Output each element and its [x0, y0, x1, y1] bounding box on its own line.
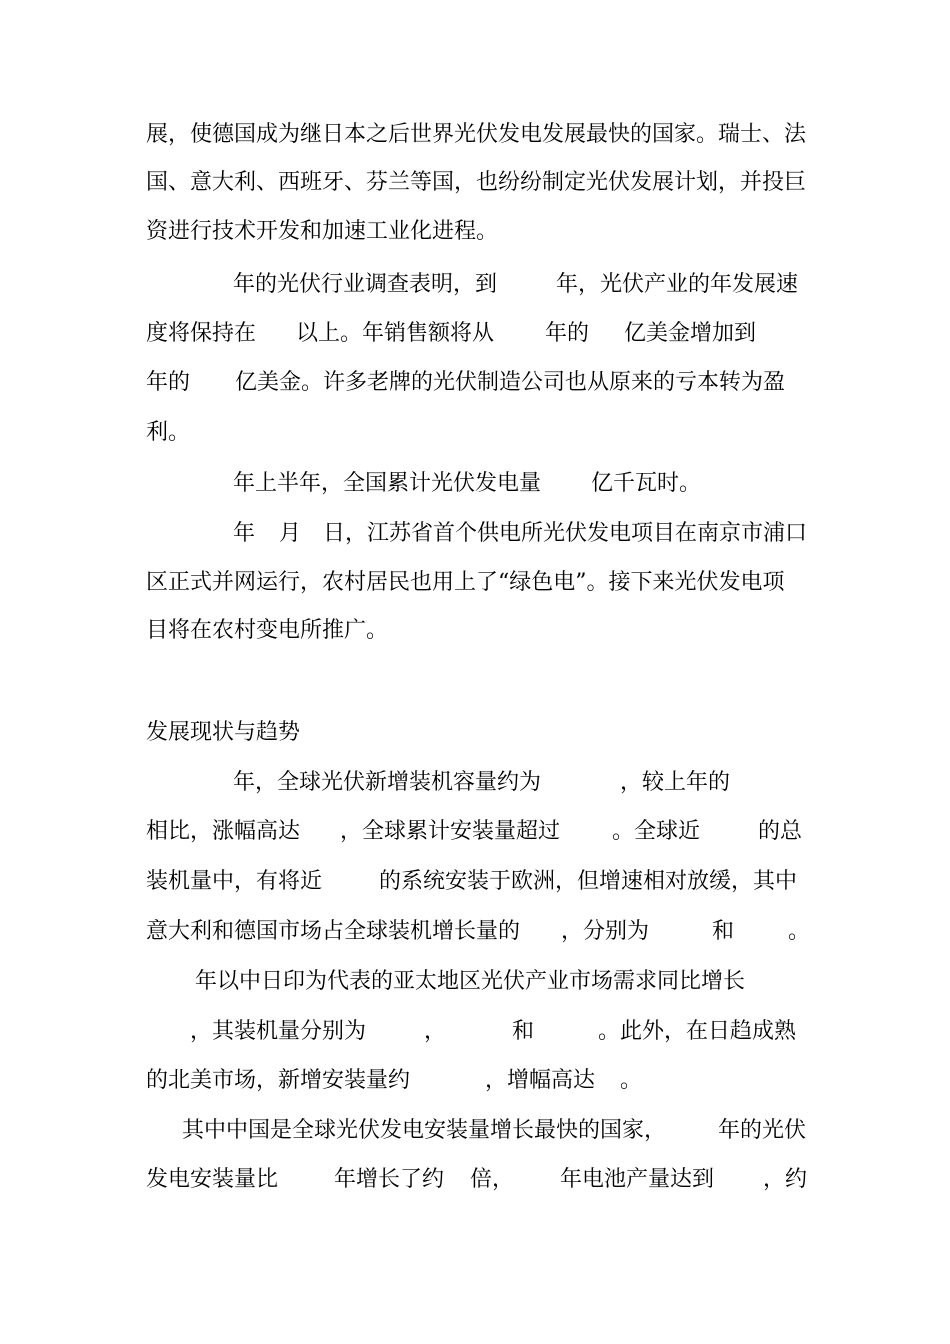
text-segment: 。此外，在日趋成熟: [598, 1019, 797, 1044]
text-line: [0, 763, 950, 803]
text-segment: 。: [620, 1068, 643, 1093]
text-segment: 年以中日印为代表的亚太地区光伏产业市场需求同比增长: [195, 969, 746, 994]
text-line: [0, 962, 950, 1002]
text-segment: 装机量中，有将近: [146, 869, 323, 894]
text-segment: 和: [712, 919, 735, 944]
text-line: [0, 115, 950, 155]
text-segment: ，分别为: [561, 919, 650, 944]
text-segment: 亿美金。许多老牌的光伏制造公司也从原来的亏本转为盈: [235, 370, 786, 395]
text-segment: 亿美金增加到: [624, 321, 757, 346]
text-segment: ，约: [763, 1167, 808, 1192]
text-line: [0, 413, 950, 453]
text-line: [0, 363, 950, 403]
text-line: [0, 812, 950, 852]
text-line: [0, 314, 950, 354]
text-segment: 倍，: [470, 1167, 515, 1192]
text-segment: 展，使德国成为继日本之后世界光伏发电发展最快的国家。瑞士、法: [146, 122, 807, 147]
text-segment: 区正式并网运行，农村居民也用上了“绿色电”。接下来光伏发电项: [146, 570, 785, 595]
text-segment: ，: [424, 1019, 447, 1044]
text-segment: 年的光伏: [718, 1118, 807, 1143]
text-segment: 。: [788, 919, 811, 944]
text-line: [0, 611, 950, 651]
section-heading: [0, 713, 950, 753]
text-segment: 和: [512, 1019, 535, 1044]
text-segment: 年电池产量达到: [560, 1167, 715, 1192]
text-segment: 月: [279, 521, 302, 546]
text-line: [0, 1160, 950, 1200]
text-segment: 年，全球光伏新增装机容量约为: [233, 770, 542, 795]
text-line: [0, 1111, 950, 1151]
text-line: [0, 563, 950, 603]
text-segment: 。全球近: [612, 819, 701, 844]
text-line: [0, 212, 950, 252]
text-segment: ，增幅高达: [485, 1068, 596, 1093]
text-segment: 资进行技术开发和加速工业化进程。: [146, 219, 499, 244]
text-segment: ，较上年的: [620, 770, 731, 795]
text-segment: 相比，涨幅高达: [146, 819, 301, 844]
text-segment: ，其装机量分别为: [190, 1019, 367, 1044]
text-segment: 目将在农村变电所推广。: [146, 618, 389, 643]
text-segment: 年的: [146, 370, 191, 395]
text-segment: 其中中国是全球光伏发电安装量增长最快的国家，: [182, 1118, 667, 1143]
heading-text: 发展现状与趋势: [146, 720, 301, 745]
text-segment: 的北美市场，新增安装量约: [146, 1068, 411, 1093]
text-segment: 年的: [545, 321, 590, 346]
text-segment: 年: [233, 521, 256, 546]
text-segment: 的总: [758, 819, 803, 844]
text-segment: 年的光伏行业调查表明，到: [233, 272, 498, 297]
text-segment: 国、意大利、西班牙、芬兰等国，也纷纷制定光伏发展计划，并投巨: [146, 170, 807, 195]
text-segment: 的系统安装于欧洲，但增速相对放缓，其中: [379, 869, 798, 894]
text-segment: 年，光伏产业的年发展速: [556, 272, 799, 297]
text-line: [0, 1061, 950, 1101]
text-line: [0, 163, 950, 203]
text-line: [0, 265, 950, 305]
text-segment: 度将保持在: [146, 321, 257, 346]
text-segment: 年增长了约: [334, 1167, 445, 1192]
text-segment: 年上半年，全国累计光伏发电量: [233, 471, 542, 496]
text-segment: 亿千瓦时。: [591, 471, 702, 496]
text-segment: ，全球累计安装量超过: [340, 819, 561, 844]
text-segment: 发电安装量比: [146, 1167, 279, 1192]
text-line: [0, 912, 950, 952]
text-segment: 日，江苏省首个供电所光伏发电项目在南京市浦口: [323, 521, 808, 546]
text-segment: 利。: [146, 420, 191, 445]
text-line: [0, 464, 950, 504]
text-line: [0, 514, 950, 554]
text-line: [0, 1012, 950, 1052]
text-segment: 以上。年销售额将从: [296, 321, 495, 346]
text-line: [0, 862, 950, 902]
text-segment: 意大利和德国市场占全球装机增长量的: [146, 919, 521, 944]
